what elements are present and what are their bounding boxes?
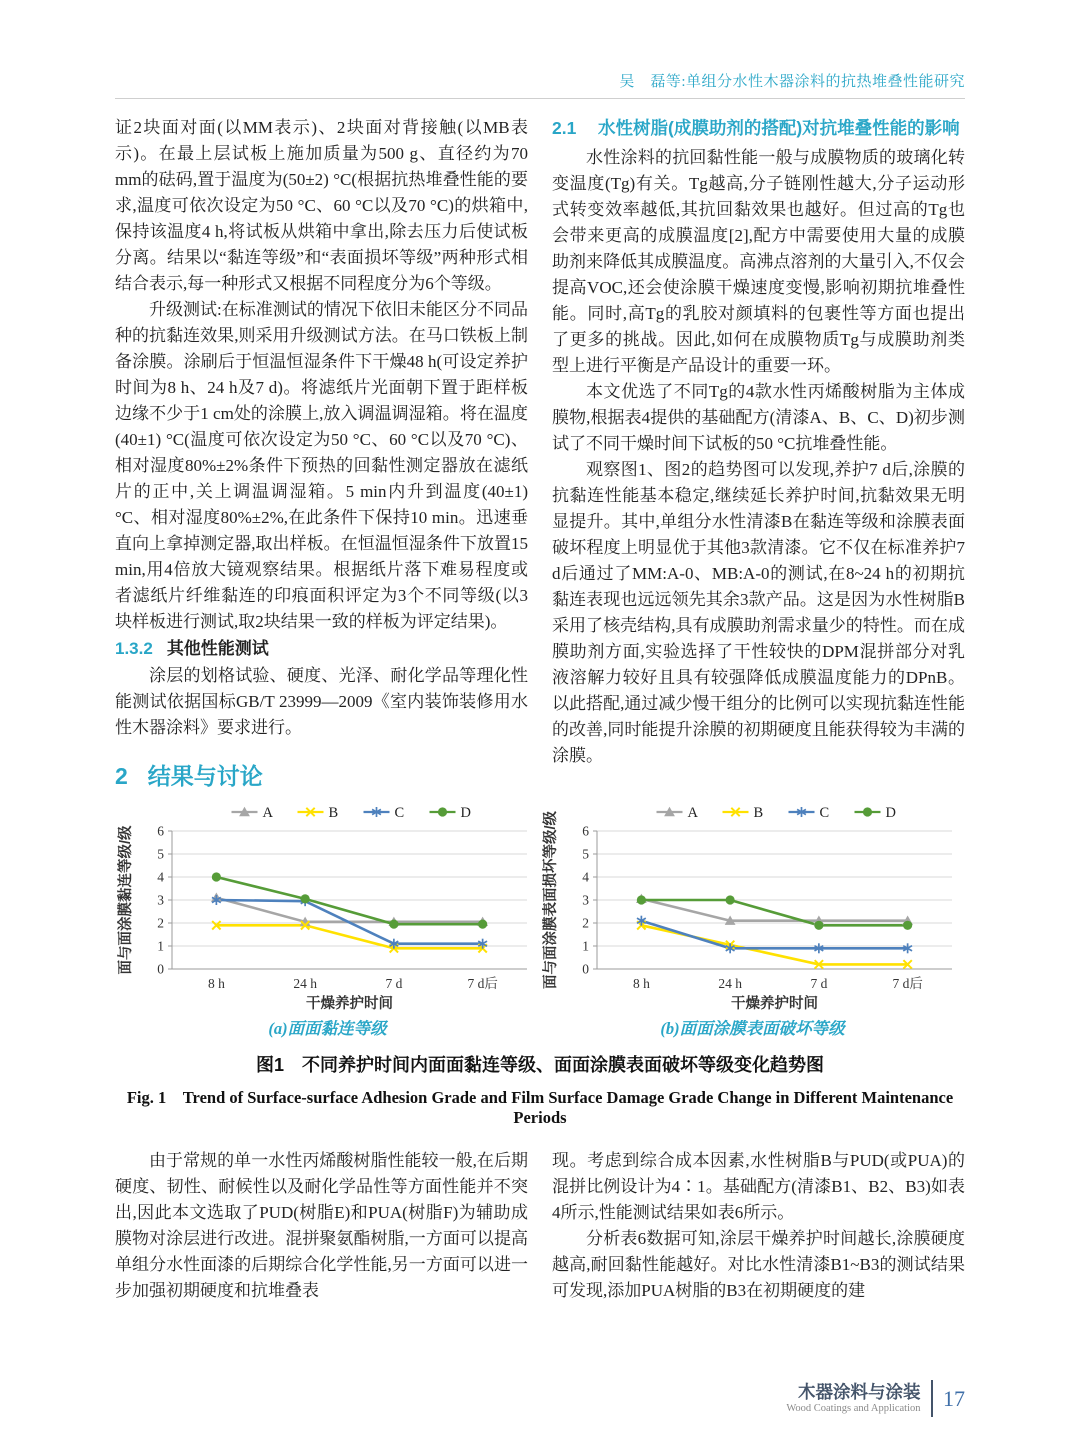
svg-text:3: 3 bbox=[582, 892, 589, 908]
paragraph: 水性涂料的抗回黏性能一般与成膜物质的玻璃化转变温度(Tg)有关。Tg越高,分子链刚性越大,分子运动形式转变效率越低,其抗回黏效果也越好。但过高的Tg也会带来更高的成膜温度[2],配方中需要使用大量的成膜助剂来降低其成膜温度。高沸点溶剂的大量引入,不仅会提高VOC,还会使涂膜干燥速度变慢,影响初期抗堆叠性能。同时,高Tg的乳胶对颜填料的包裹性等方面也提出了更多的挑战。因此,如何在成膜物质Tg与成膜助剂类型上进行平衡是产品设计的重要一环。 bbox=[552, 148, 965, 375]
subsection-heading-1-3-2 bbox=[115, 636, 528, 662]
figure-title-chinese: 图1 不同养护时间内面面黏连等级、面面涂膜表面破坏等级变化趋势图 bbox=[255, 1055, 824, 1075]
svg-text:7 d后: 7 d后 bbox=[467, 976, 498, 991]
svg-text:4: 4 bbox=[582, 869, 589, 885]
journal-name-block bbox=[786, 1383, 920, 1415]
section-number: 2 bbox=[115, 763, 128, 789]
svg-text:8 h: 8 h bbox=[207, 976, 225, 991]
chart-surface-adhesion bbox=[115, 801, 540, 1013]
subsection-title: 其他性能测试 bbox=[166, 639, 269, 658]
left-column bbox=[115, 115, 528, 791]
svg-text:B: B bbox=[753, 805, 764, 821]
paragraph: 分析表6数据可知,涂层干燥养护时间越长,涂膜硬度越高,耐回黏性能越好。对比水性清漆B1~B3的测试结果可发现,添加PUA树脂的B3在初期硬度的建 bbox=[552, 1229, 965, 1300]
svg-text:D: D bbox=[885, 805, 896, 821]
svg-text:A: A bbox=[687, 805, 698, 821]
svg-text:C: C bbox=[394, 805, 405, 821]
svg-text:A: A bbox=[262, 805, 273, 821]
paragraph: 由于常规的单一水性丙烯酸树脂性能较一般,在后期硬度、韧性、耐候性以及耐化学品性等方面性能并不突出,因此本文选取了PUD(树脂E)和PUA(树脂F)为辅助成膜物对涂层进行改进。混拼聚氨酯树脂,一方面可以提高单组分水性面漆的后期综合化学性能,另一方面可以进一步加强初期硬度和抗堆叠表 bbox=[115, 1151, 528, 1300]
right-column bbox=[552, 115, 965, 791]
svg-text:0: 0 bbox=[582, 961, 589, 977]
bottom-left-column bbox=[115, 1148, 528, 1304]
chart-panel-b bbox=[540, 801, 965, 1039]
page-footer bbox=[786, 1380, 965, 1417]
header-rule bbox=[115, 98, 965, 99]
bottom-right-column bbox=[552, 1148, 965, 1304]
svg-text:6: 6 bbox=[157, 823, 164, 839]
paragraph: 证2块面对面(以MM表示)、2块面对背接触(以MB表示)。在最上层试板上施加质量为500 g、直径约为70 mm的砝码,置于温度为(50±2) °C(根据抗热堆叠性能的要求,温度可依次设定为50 °C、60 °C以及70 °C)的烘箱中,保持该温度4 h,将试板从烘箱中拿出,除去压力后使试板分离。结果以“黏连等级”和“表面损坏等级”两种形式相结合表示,每一种形式又根据不同程度分为6个等级。 bbox=[115, 118, 528, 293]
svg-text:面与面涂膜表面损坏等级/级: 面与面涂膜表面损坏等级/级 bbox=[543, 810, 559, 990]
svg-text:D: D bbox=[460, 805, 471, 821]
chart-panel-a bbox=[115, 801, 540, 1039]
svg-text:24 h: 24 h bbox=[718, 976, 742, 991]
svg-text:C: C bbox=[819, 805, 830, 821]
figure-title-english: Fig. 1 Trend of Surface-surface Adhesion Grade and Film Surface Damage Grade Change in Different Maintenance Periods bbox=[126, 1088, 954, 1127]
svg-text:0: 0 bbox=[157, 961, 164, 977]
svg-text:3: 3 bbox=[157, 892, 164, 908]
section-title: 结果与讨论 bbox=[147, 763, 263, 789]
svg-text:B: B bbox=[328, 805, 339, 821]
paragraph: 现。考虑到综合成本因素,水性树脂B与PUD(或PUA)的混拼比例设计为4∶1。基础配方(清漆B1、B2、B3)如表4所示,性能测试结果如表6所示。 bbox=[552, 1151, 965, 1222]
paragraph: 涂层的划格试验、硬度、光泽、耐化学品等理化性能测试依据国标GB/T 23999—2009《室内装饰装修用水性木器涂料》要求进行。 bbox=[115, 666, 528, 737]
subsection-number: 1.3.2 bbox=[115, 639, 153, 658]
paragraph: 本文优选了不同Tg的4款水性丙烯酸树脂为主体成膜物,根据表4提供的基础配方(清漆A、B、C、D)初步测试了不同干燥时间下试板的50 °C抗堆叠性能。 bbox=[552, 382, 965, 453]
svg-text:6: 6 bbox=[582, 823, 589, 839]
svg-text:24 h: 24 h bbox=[293, 976, 317, 991]
bottom-text-columns bbox=[115, 1148, 965, 1304]
svg-text:干燥养护时间: 干燥养护时间 bbox=[306, 996, 393, 1012]
page-number: 17 bbox=[943, 1385, 965, 1411]
svg-text:5: 5 bbox=[157, 846, 164, 862]
running-header-title: 吴 磊等:单组分水性木器涂料的抗热堆叠性能研究 bbox=[619, 74, 965, 90]
svg-text:4: 4 bbox=[157, 869, 164, 885]
svg-text:7 d后: 7 d后 bbox=[892, 976, 923, 991]
svg-text:1: 1 bbox=[582, 938, 589, 954]
svg-text:干燥养护时间: 干燥养护时间 bbox=[731, 996, 818, 1012]
figure-charts bbox=[115, 801, 965, 1039]
subsection-title: 水性树脂(成膜助剂的搭配)对抗堆叠性能的影响 bbox=[598, 118, 960, 138]
subsection-heading-2-1 bbox=[552, 115, 965, 142]
main-text-columns bbox=[115, 115, 965, 791]
paragraph: 升级测试:在标准测试的情况下依旧未能区分不同品种的抗黏连效果,则采用升级测试方法。在马口铁板上制备涂膜。涂刷后于恒温恒湿条件下干燥48 h(可设定养护时间为8 h、24 h及7 d)。将滤纸片光面朝下置于距样板边缘不少于1 cm处的涂膜上,放入调温调湿箱。将在温度(40±1) °C(温度可依次设定为50 °C、60 °C以及70 °C)、相对湿度80%±2%条件下预热的回黏性测定器放在滤纸片的正中,关上调温调湿箱。5 min内升到温度(40±1) °C、相对湿度80%±2%,在此条件下保持10 min。迅速垂直向上拿掉测定器,取出样板。在恒温恒湿条件下放置15 min,用4倍放大镜观察结果。根据纸片落下难易程度或者滤纸片纤维黏连的印痕面积评定为3个不同等级(以3块样板进行测试,取2块结果一致的样板为评定结果)。 bbox=[115, 300, 528, 631]
figure-1 bbox=[115, 801, 965, 1128]
chart-surface-damage bbox=[540, 801, 965, 1013]
section-heading-results bbox=[115, 761, 528, 791]
svg-text:8 h: 8 h bbox=[632, 976, 650, 991]
subsection-number: 2.1 bbox=[552, 118, 577, 138]
paragraph: 观察图1、图2的趋势图可以发现,养护7 d后,涂膜的抗黏连性能基本稳定,继续延长养护时间,抗黏效果无明显提升。其中,单组分水性清漆B在黏连等级和涂膜表面破坏程度上明显优于其他3款清漆。它不仅在标准养护7 d后通过了MM:A-0、MB:A-0的测试,在8~24 h的初期抗黏连表现也远远领先其余3款产品。这是因为水性树脂B采用了核壳结构,具有成膜助剂需求量少的特性。而在成膜助剂方面,实验选择了干性较快的DPM混拼部分对乳液溶解力较好且具有较强降低成膜温度能力的DPnB。以此搭配,通过减少慢干组分的比例可以实现抗黏连性能的改善,同时能提升涂膜的初期硬度且能获得较为丰满的涂膜。 bbox=[552, 460, 965, 765]
footer-divider-bar bbox=[931, 1380, 934, 1417]
svg-text:面与面涂膜黏连等级/级: 面与面涂膜黏连等级/级 bbox=[118, 825, 134, 975]
chart-caption-a: (a)面面黏连等级 bbox=[268, 1019, 387, 1038]
journal-name-english: Wood Coatings and Application bbox=[786, 1402, 921, 1414]
svg-text:7 d: 7 d bbox=[385, 976, 403, 991]
svg-text:7 d: 7 d bbox=[810, 976, 828, 991]
svg-text:1: 1 bbox=[157, 938, 164, 954]
svg-text:5: 5 bbox=[582, 846, 589, 862]
svg-text:2: 2 bbox=[582, 915, 589, 931]
chart-caption-b: (b)面面涂膜表面破坏等级 bbox=[660, 1019, 845, 1038]
journal-name-chinese: 木器涂料与涂装 bbox=[798, 1381, 921, 1402]
svg-text:2: 2 bbox=[157, 915, 164, 931]
